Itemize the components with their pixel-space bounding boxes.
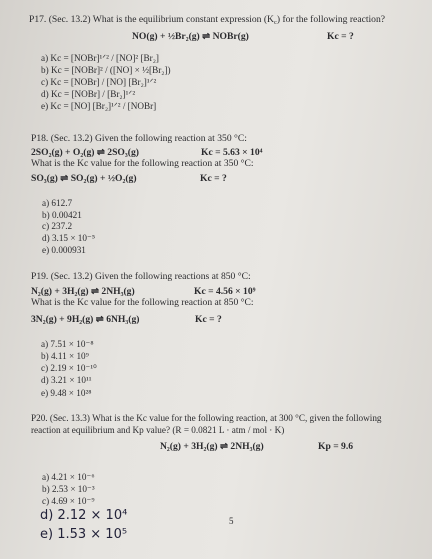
p18-header: P18. (Sec. 13.2) Given the following reaction at 350 °C: <box>31 133 247 144</box>
p19-given: Kc = 4.56 × 10⁹ <box>194 286 256 297</box>
p20-handwritten-option-e: e) 1.53 × 10⁵ <box>40 527 128 542</box>
p20-given: Kp = 9.6 <box>318 441 354 452</box>
p19-header: P19. (Sec. 13.2) Given the following reactions at 850 °C: <box>31 271 251 282</box>
p20-option-a: a) 4.21 × 10⁻⁶ <box>42 472 95 482</box>
p18-given: Kc = 5.63 × 10⁴ <box>201 147 263 158</box>
p17-option-c: c) Kc = [NOBr] / [NO] [Br₂]¹ᐟ² <box>41 77 157 87</box>
p18-ask: Kc = ? <box>200 173 227 184</box>
p20-option-b: b) 2.53 × 10⁻³ <box>42 484 95 494</box>
p17-option-a: a) Kc = [NOBr]¹ᐟ² / [NO]² [Br₂] <box>41 53 159 63</box>
p19-reaction2: 3N₂(g) + 9H₂(g) ⇌ 6NH₃(g) <box>31 314 140 325</box>
p19-ask: Kc = ? <box>195 314 222 325</box>
p17-option-b: b) Kc = [NOBr]² / ([NO] × ½[Br₂]) <box>41 65 171 75</box>
p20-header-line2: reaction at equilibrium and Kp value? (R = 0.0821 L · atm / mol · K) <box>31 425 285 435</box>
p19-option-b: b) 4.11 × 10⁹ <box>41 351 89 361</box>
p17-option-e: e) Kc = [NO] [Br₂]¹ᐟ² / [NOBr] <box>41 101 157 111</box>
p18-reaction: 2SO₂(g) + O₂(g) ⇌ 2SO₃(g) <box>31 147 139 158</box>
p18-option-b: b) 0.00421 <box>42 210 82 220</box>
p17-header: P17. (Sec. 13.2) What is the equilibrium constant expression $(K_c)$ for the following reaction? <box>29 14 386 26</box>
p18-option-a: a) 612.7 <box>42 198 73 208</box>
p18-option-c: c) 237.2 <box>42 221 73 231</box>
p19-reaction: N₂(g) + 3H₂(g) ⇌ 2NH₃(g) <box>31 286 135 297</box>
p18-question: What is the Kc value for the following reaction at 350 °C: <box>31 158 254 169</box>
p17-option-d: d) Kc = [NOBr] / [Br₂]¹ᐟ² <box>41 89 136 99</box>
p18-option-e: e) 0.000931 <box>42 245 86 255</box>
p20-option-c: c) 4.69 × 10⁻⁹ <box>42 496 95 506</box>
p17-reaction: NO(g) + ½Br₂(g) ⇌ NOBr(g) <box>132 31 249 42</box>
p17-ask: Kc = ? <box>327 31 354 42</box>
page-number: 5 <box>229 516 234 526</box>
p20-header-line1: P20. (Sec. 13.3) What is the Kc value for the following reaction, at 300 °C, given the following <box>31 413 382 423</box>
p19-option-a: a) 7.51 × 10⁻⁸ <box>41 339 94 349</box>
p18-option-d: d) 3.15 × 10⁻⁵ <box>42 233 96 243</box>
p19-option-c: c) 2.19 × 10⁻¹⁰ <box>41 363 97 373</box>
p19-option-e: e) 9.48 × 10²⁸ <box>41 388 92 398</box>
p18-reaction2: SO₃(g) ⇌ SO₂(g) + ½O₂(g) <box>31 173 137 184</box>
p20-reaction: N₂(g) + 3H₂(g) ⇌ 2NH₃(g) <box>160 441 264 452</box>
p19-question: What is the Kc value for the following reaction at 850 °C: <box>31 297 254 308</box>
p19-option-d: d) 3.21 × 10¹¹ <box>41 375 92 385</box>
p20-handwritten-option-d: d) 2.12 × 10⁴ <box>40 508 128 523</box>
